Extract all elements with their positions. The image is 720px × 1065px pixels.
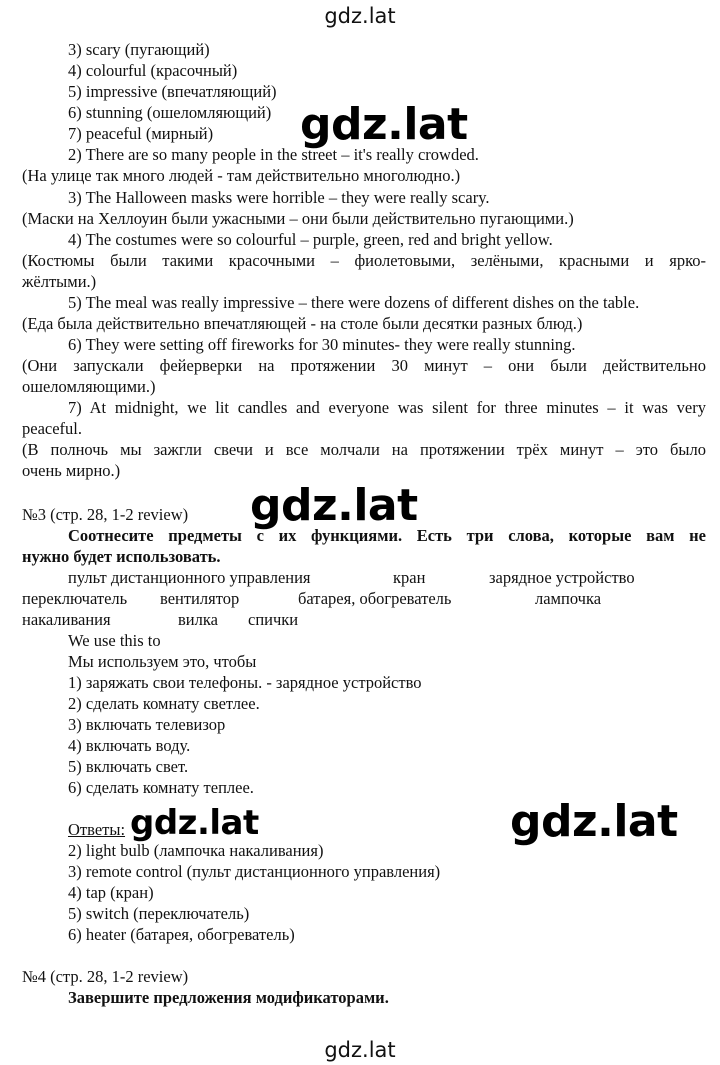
watermark-top: gdz.lat xyxy=(324,4,396,28)
sentence-en: 3) The Halloween masks were horrible – they were really scary. xyxy=(68,188,490,207)
sentence-ru: (На улице так много людей - там действительно многолюдно.) xyxy=(22,166,461,185)
sentence-ru-cont: жёлтыми.) xyxy=(22,272,97,291)
word-item: 7) peaceful (мирный) xyxy=(68,124,214,143)
answer-item: 6) heater (батарея, обогреватель) xyxy=(68,925,295,944)
sentence-ru-cont: очень мирно.) xyxy=(22,461,121,480)
sentence-ru: (Еда была действительно впечатляющей - на столе были десятки разных блюд.) xyxy=(22,314,583,333)
prompt-en: We use this to xyxy=(68,631,161,650)
task-item: 5) включать свет. xyxy=(68,757,189,776)
word-bank-item: кран xyxy=(393,568,426,587)
task3-number: №3 (стр. 28, 1-2 review) xyxy=(22,505,189,524)
word-bank-item: лампочка xyxy=(535,589,602,608)
task3-instruction: Соотнесите предметы с их функциями. Есть три слова, которые вам не xyxy=(68,526,706,545)
sentence-en: 5) The meal was really impressive – there were dozens of different dishes on the table. xyxy=(68,293,640,312)
task3-instruction-cont: нужно будет использовать. xyxy=(22,547,221,566)
watermark-overlay: gdz.lat xyxy=(510,796,678,847)
sentence-en-cont: peaceful. xyxy=(22,419,82,438)
word-item: 3) scary (пугающий) xyxy=(68,40,210,59)
task4-number: №4 (стр. 28, 1-2 review) xyxy=(22,967,189,986)
task-item: 2) сделать комнату светлее. xyxy=(68,694,260,713)
task-item: 1) заряжать свои телефоны. - зарядное устройство xyxy=(68,673,422,692)
sentence-en: 7) At midnight, we lit candles and everyone was silent for three minutes – it was very xyxy=(68,398,706,417)
task4-instruction: Завершите предложения модификаторами. xyxy=(68,988,389,1007)
watermark-overlay: gdz.lat xyxy=(300,99,468,150)
sentence-en: 2) There are so many people in the street – it's really crowded. xyxy=(68,145,479,164)
sentence-ru: (В полночь мы зажгли свечи и все молчали на протяжении трёх минут – это было xyxy=(22,440,706,459)
answer-item: 4) tap (кран) xyxy=(68,883,154,902)
sentence-ru: (Маски на Хеллоуин были ужасными – они были действительно пугающими.) xyxy=(22,209,574,228)
word-bank-item: вентилятор xyxy=(160,589,240,608)
word-bank-item: переключатель xyxy=(22,589,128,608)
sentence-ru-cont: ошеломляющими.) xyxy=(22,377,156,396)
task-item: 3) включать телевизор xyxy=(68,715,226,734)
word-bank-item: вилка xyxy=(178,610,218,629)
word-item: 5) impressive (впечатляющий) xyxy=(68,82,277,101)
answers-label: Ответы: xyxy=(68,820,126,839)
word-bank-item: батарея, обогреватель xyxy=(298,589,452,608)
answer-item: 3) remote control (пульт дистанционного управления) xyxy=(68,862,441,881)
word-bank-item: зарядное устройство xyxy=(489,568,635,587)
prompt-ru: Мы используем это, чтобы xyxy=(68,652,257,671)
answer-item: 2) light bulb (лампочка накаливания) xyxy=(68,841,324,860)
sentence-en: 6) They were setting off fireworks for 30 minutes- they were really stunning. xyxy=(68,335,576,354)
sentence-ru: (Костюмы были такими красочными – фиолетовыми, зелёными, красными и ярко- xyxy=(22,251,706,270)
sentence-ru: (Они запускали фейерверки на протяжении 30 минут – они были действительно xyxy=(22,356,706,375)
task-item: 4) включать воду. xyxy=(68,736,191,755)
answer-item: 5) switch (переключатель) xyxy=(68,904,250,923)
watermark-bottom: gdz.lat xyxy=(324,1038,396,1062)
word-item: 4) colourful (красочный) xyxy=(68,61,238,80)
watermark-overlay: gdz.lat xyxy=(250,480,418,531)
word-item: 6) stunning (ошеломляющий) xyxy=(68,103,272,122)
word-bank-item: пульт дистанционного управления xyxy=(68,568,311,587)
word-bank-item: спички xyxy=(248,610,299,629)
watermark-overlay: gdz.lat xyxy=(130,803,259,843)
task-item: 6) сделать комнату теплее. xyxy=(68,778,254,797)
word-bank-item: накаливания xyxy=(22,610,111,629)
sentence-en: 4) The costumes were so colourful – purple, green, red and bright yellow. xyxy=(68,230,553,249)
